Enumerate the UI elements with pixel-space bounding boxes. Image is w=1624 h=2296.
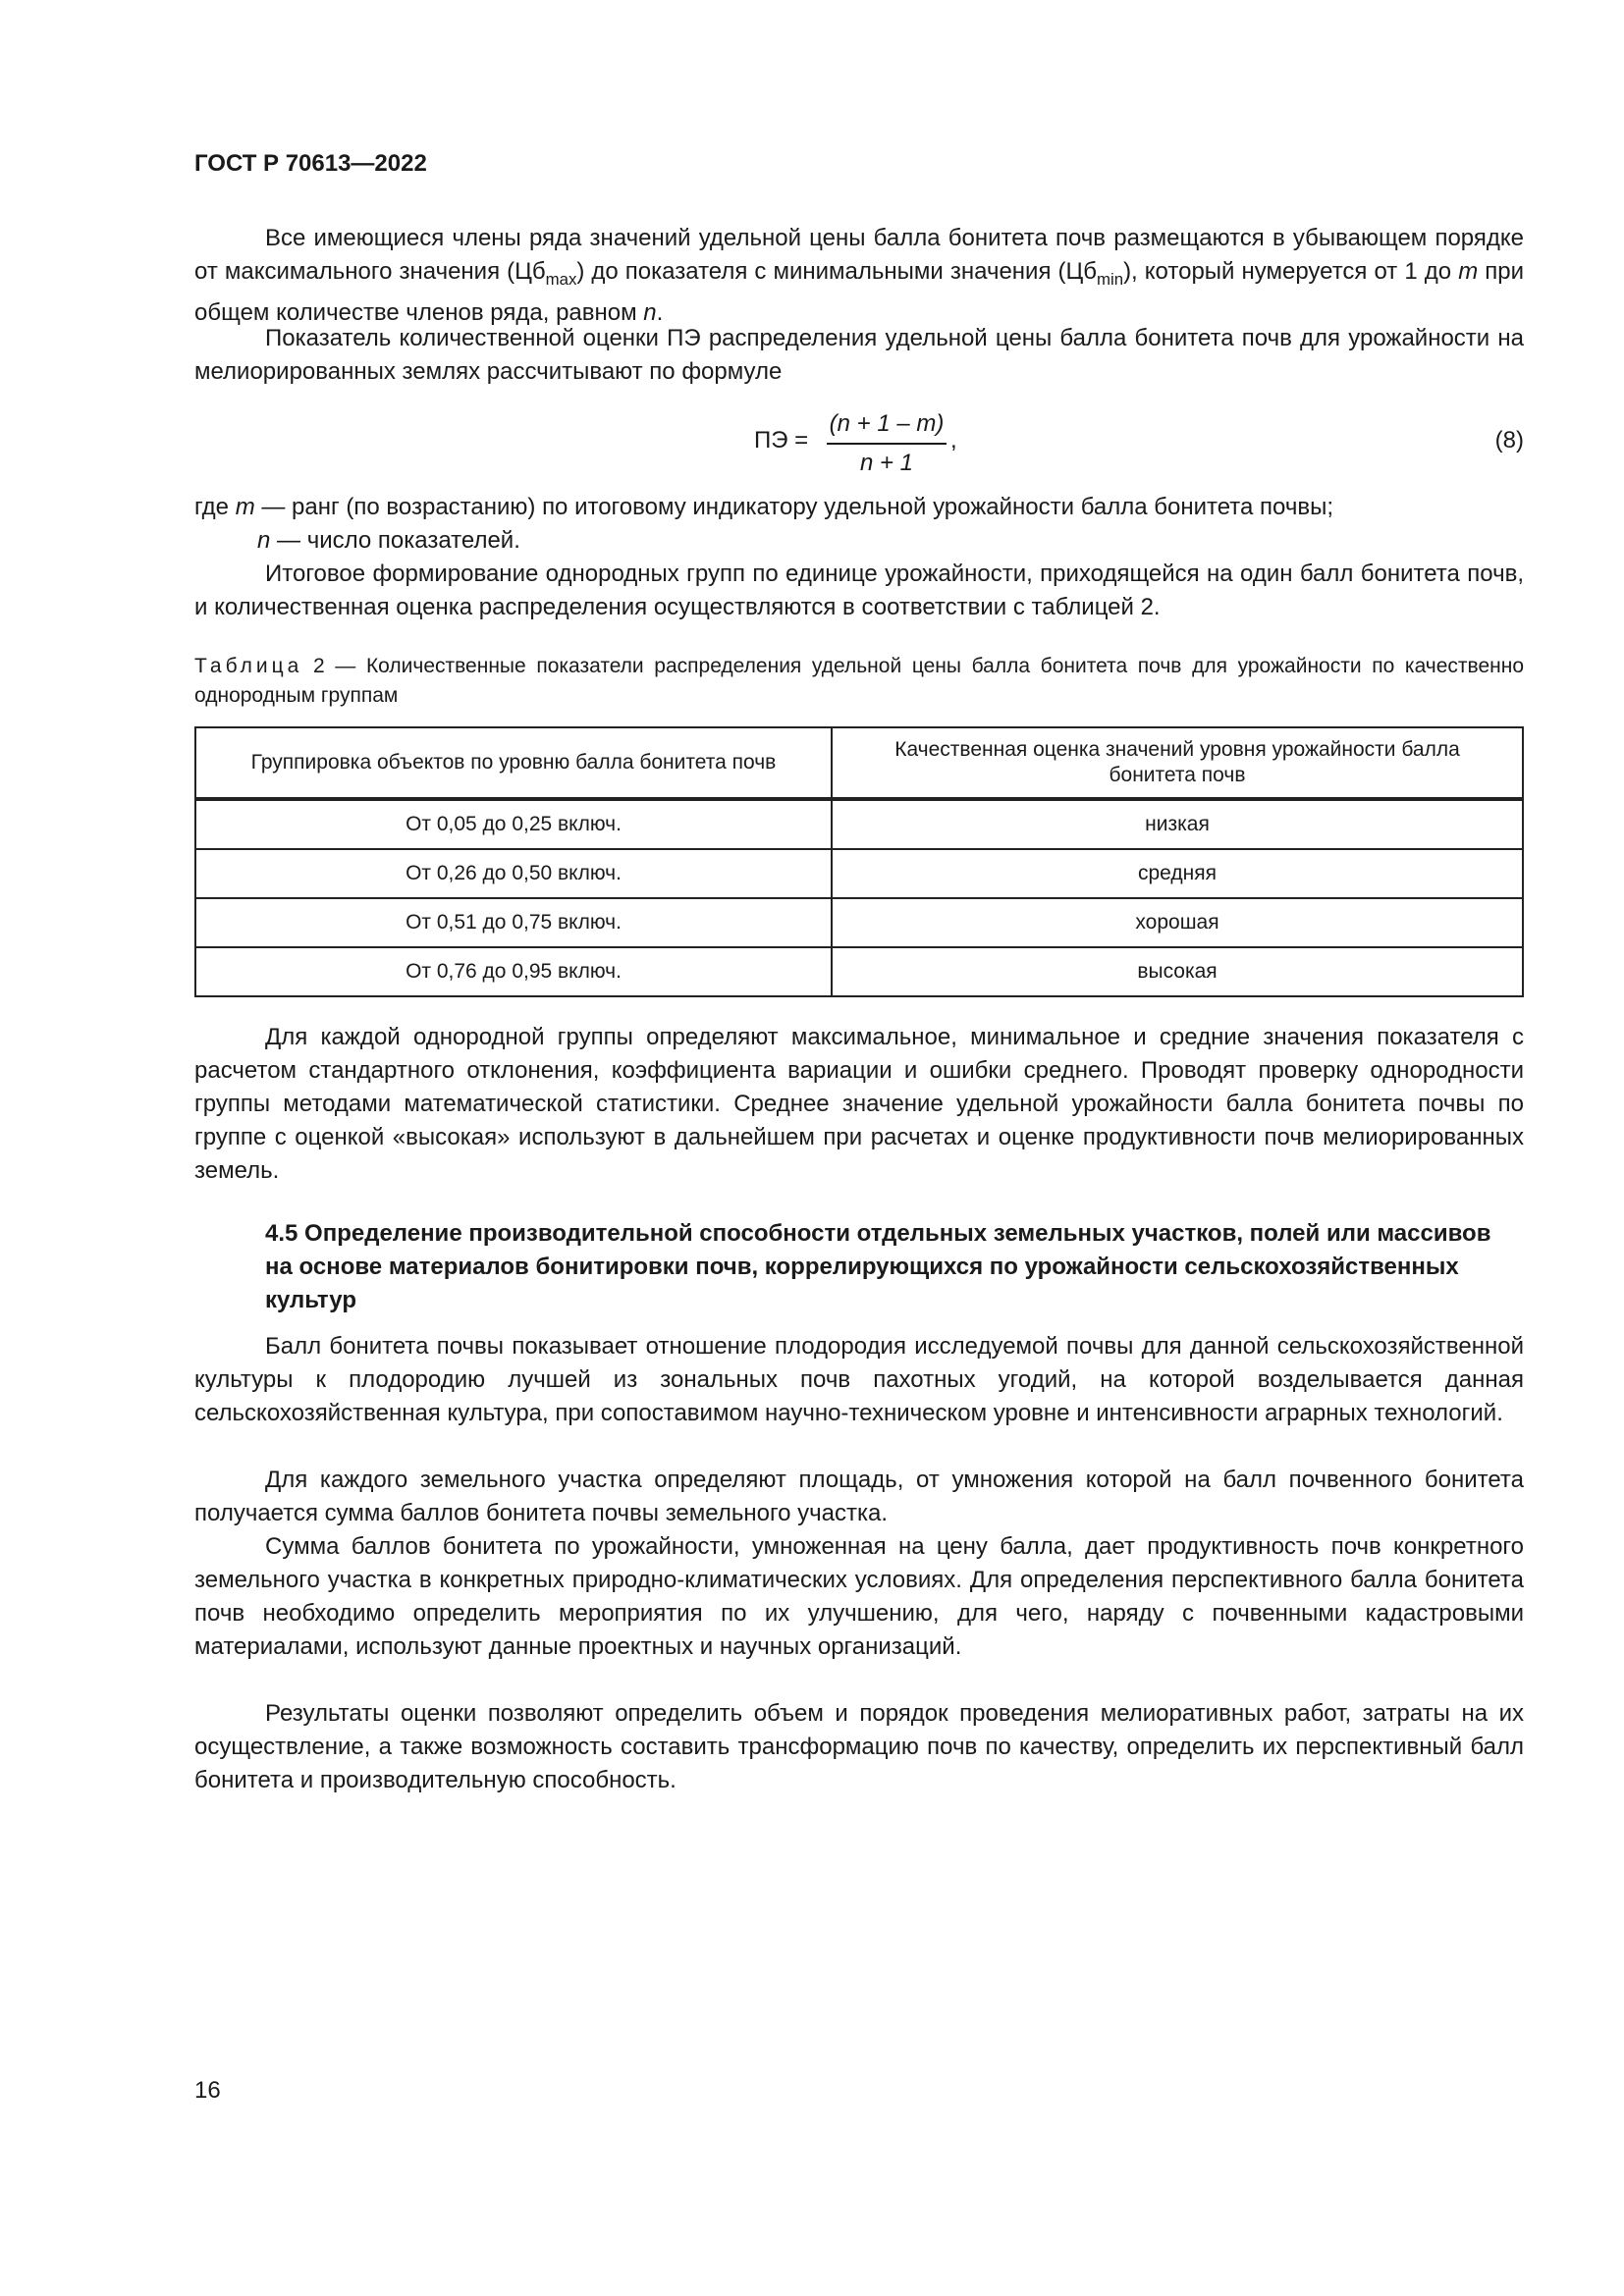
formula-numerator: (n + 1 – m): [829, 410, 945, 437]
paragraph-intro-2: Показатель количественной оценки ПЭ распределения удельной цены балла бонитета почв для урожайности на мелиорированных землях рассчитывают по формуле: [194, 325, 1524, 385]
table-row: [195, 947, 1523, 996]
document-header: ГОСТ Р 70613—2022: [194, 150, 427, 177]
formula-comma: ,: [950, 427, 957, 454]
table-header-row: [195, 727, 1523, 799]
formula-denominator: n + 1: [859, 450, 914, 476]
table-row: [195, 898, 1523, 947]
formula-number: (8): [1494, 427, 1524, 454]
paragraph-4: Для каждой однородной группы определяют максимальное, минимальное и средние значения показателя с расчетом стандартного отклонения, коэффициента вариации и ошибки среднего. Проводят проверку однородности группы методами математической статистики. Среднее значение удельной урожайности балла бонитета почвы по группе с оценкой «высокая» используют в дальнейшем при расчетах и оценке продуктивности почв мелиорированных земель.: [194, 1024, 1524, 1184]
section-paragraph-4: Результаты оценки позволяют определить объем и порядок проведения мелиоративных работ, затраты на их осуществление, а также возможность составить трансформацию почв по качеству, определить их перспективный балл бонитета и производительную способность.: [194, 1700, 1524, 1793]
table-cell-grade: средняя: [832, 849, 1523, 898]
formula-8: [194, 407, 1524, 486]
table-col-grade: Качественная оценка значений уровня урожайности балла бонитета почв: [832, 727, 1523, 799]
table-cell-range: От 0,76 до 0,95 включ.: [195, 947, 832, 996]
paragraph-intro-1: Все имеющиеся члены ряда значений удельной цены балла бонитета почв размещаются в убывающем порядке от максимального значения $(Цб_{max})$ до показателя с минимальными значения $(Цб_{min})$, который нумеруется от 1 до m при общем количестве членов ряда, равном n.: [194, 225, 1524, 326]
formula-fraction: [827, 407, 947, 480]
paragraph-3: Итоговое формирование однородных групп по единице урожайности, приходящейся на один балл бонитета почв, и количественная оценка распределения осуществляются в соответствии с таблицей 2.: [194, 561, 1524, 620]
table-cell-range: От 0,26 до 0,50 включ.: [195, 849, 832, 898]
table-cell-grade: хорошая: [832, 898, 1523, 947]
section-paragraph-1: Балл бонитета почвы показывает отношение плодородия исследуемой почвы для данной сельскохозяйственной культуры к плодородию лучшей из зональных почв пахотных угодий, на которой возделывается данная сельскохозяйственная культура, при сопоставимом научно-техническом уровне и интенсивности аграрных технологий.: [194, 1333, 1524, 1426]
formula-lhs: ПЭ =: [754, 427, 809, 454]
table-cell-grade: низкая: [832, 799, 1523, 849]
fraction-bar: [827, 443, 947, 445]
table-caption: Таблица 2 — Количественные показатели распределения удельной цены балла бонитета почв для урожайности по качественно однородным группам: [194, 655, 1524, 707]
table-cell-range: От 0,05 до 0,25 включ.: [195, 799, 832, 849]
table-2: [194, 726, 1524, 997]
page-number: 16: [194, 2077, 221, 2104]
table-row: [195, 849, 1523, 898]
section-paragraph-2: Для каждого земельного участка определяют площадь, от умножения которой на балл почвенного бонитета получается сумма баллов бонитета почвы земельного участка.: [194, 1467, 1524, 1526]
section-heading-4-5: 4.5 Определение производительной способности отдельных земельных участков, полей или массивов на основе материалов бонитировки почв, коррелирующихся по урожайности сельскохозяйственных культур: [265, 1220, 1491, 1313]
table-col-grouping: Группировка объектов по уровню балла бонитета почв: [195, 727, 832, 799]
table-row: [195, 799, 1523, 849]
where-n: n — число показателей.: [257, 527, 520, 554]
section-paragraph-3: Сумма баллов бонитета по урожайности, умноженная на цену балла, дает продуктивность почв конкретного земельного участка в конкретных природно-климатических условиях. Для определения перспективного балла бонитета почв необходимо определить мероприятия по их улучшению, для чего, наряду с почвенными кадастровыми материалами, используют данные проектных и научных организаций.: [194, 1533, 1524, 1660]
table-cell-grade: высокая: [832, 947, 1523, 996]
where-m: где m — ранг (по возрастанию) по итоговому индикатору удельной урожайности балла бонитета почвы;: [194, 494, 1334, 520]
table-cell-range: От 0,51 до 0,75 включ.: [195, 898, 832, 947]
